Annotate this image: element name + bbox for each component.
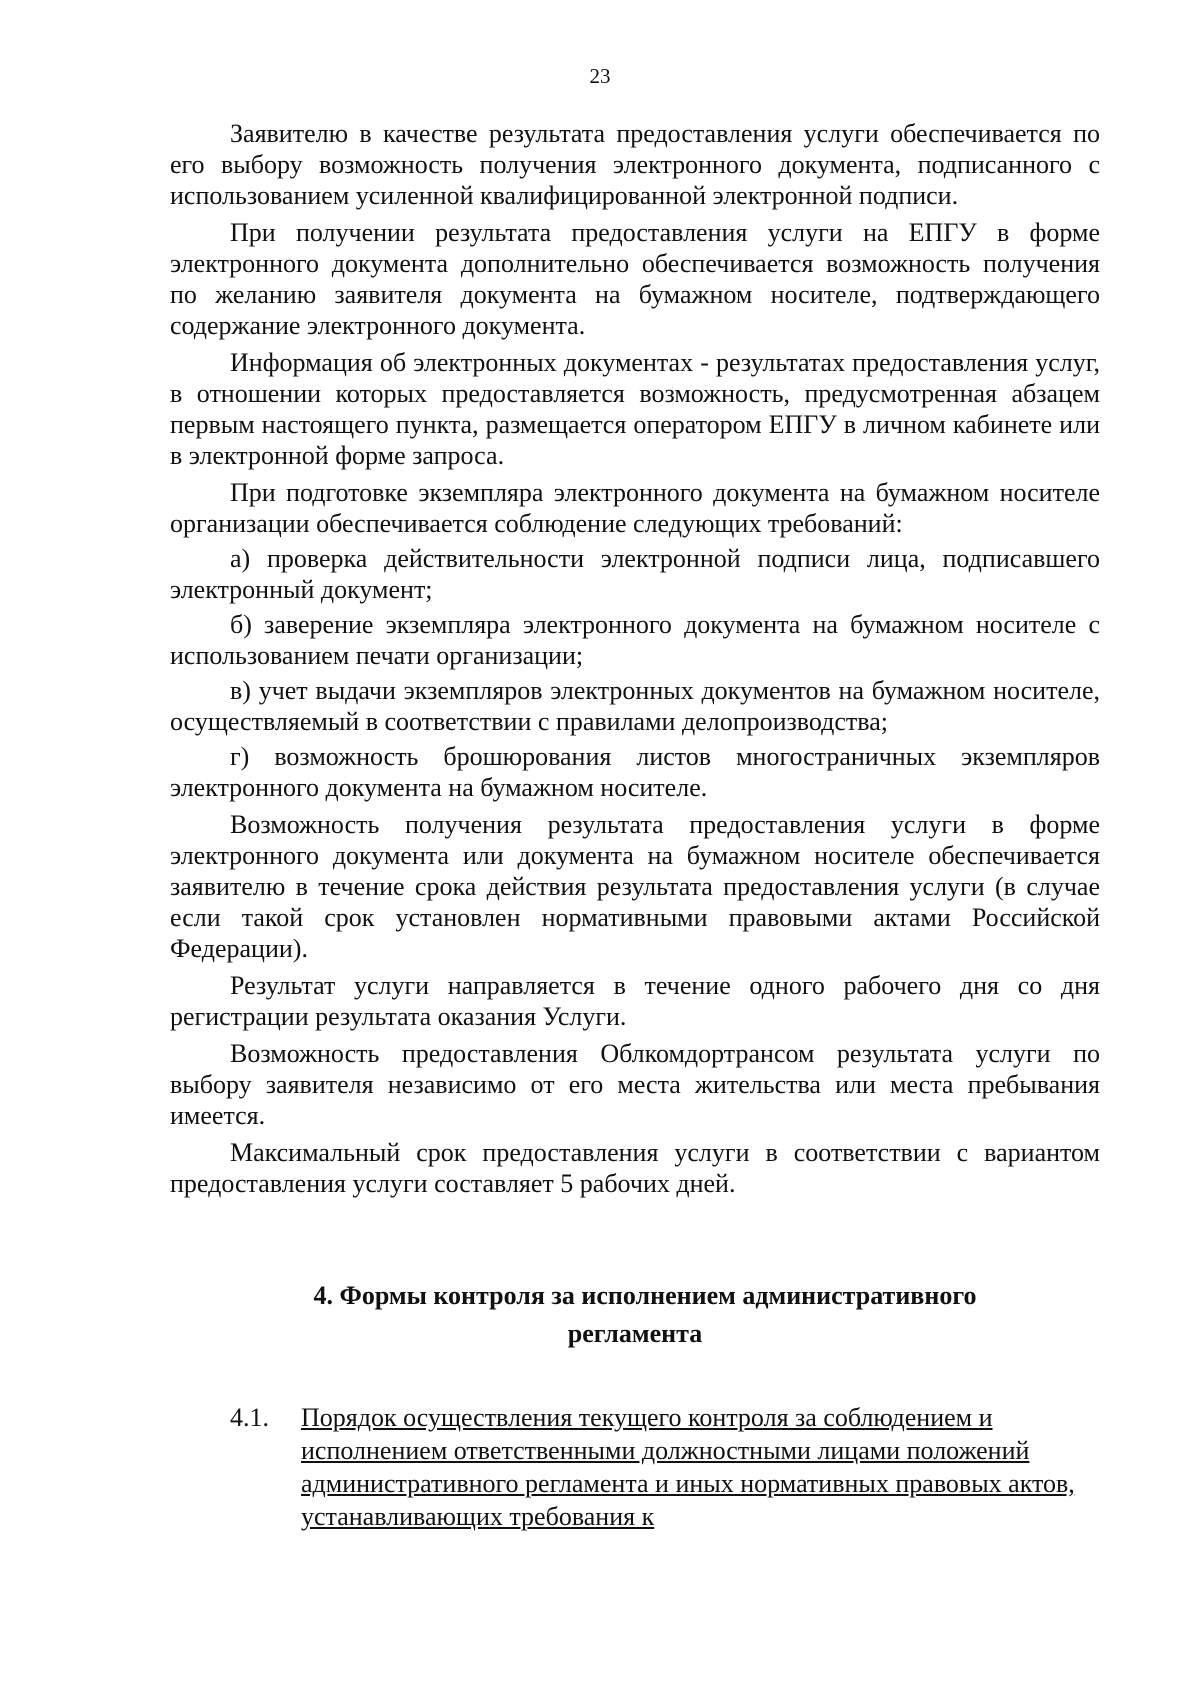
paragraph-information: Информация об электронных документах - результатах предоставления услуг, в отношении которых предоставляется возможность, предусмотренная абзацем первым настоящего пункта, размещается оператором ЕПГУ в личном кабинете или в электронной форме запроса.: [170, 348, 1100, 470]
paragraph-result-sent: Результат услуги направляется в течение одного рабочего дня со дня регистрации результата оказания Услуги.: [170, 971, 1100, 1031]
page-content: [170, 118, 1100, 1533]
paragraph-max-term: Максимальный срок предоставления услуги в соответствии с вариантом предоставления услуги составляет 5 рабочих дней.: [170, 1138, 1100, 1198]
paragraph-result-electronic: Заявителю в качестве результата предоставления услуги обеспечивается по его выбору возможность получения электронного документа, подписанного с использованием усиленной квалифицированной электронной подписи.: [170, 119, 1100, 210]
paragraph-requirements-intro: При подготовке экземпляра электронного документа на бумажном носителе организации обеспечивается соблюдение следующих требований:: [170, 478, 1100, 538]
subsection-4-1: [170, 1401, 1100, 1533]
paragraph-epgu-paper: При получении результата предоставления услуги на ЕПГУ в форме электронного документа дополнительно обеспечивается возможность получения по желанию заявителя документа на бумажном носителе, подтверждающего содержание электронного документа.: [170, 218, 1100, 340]
subsection-title: Порядок осуществления текущего контроля за соблюдением и исполнением ответственными должностными лицами положений административного регламента и иных нормативных правовых актов, устанавливающих требования к: [301, 1403, 1075, 1531]
list-item-v: в) учет выдачи экземпляров электронных документов на бумажном носителе, осуществляемый в соответствии с правилами делопроизводства;: [170, 676, 1100, 736]
paragraph-extraterritorial: Возможность предоставления Облкомдортрансом результата услуги по выбору заявителя независимо от его места жительства или места пребывания имеется.: [170, 1039, 1100, 1130]
list-item-b: б) заверение экземпляра электронного документа на бумажном носителе с использованием печати организации;: [170, 610, 1100, 670]
list-item-a: а) проверка действительности электронной подписи лица, подписавшего электронный документ;: [170, 544, 1100, 604]
section-heading-line2: регламента: [567, 1319, 703, 1348]
section-heading: [170, 1277, 1100, 1353]
paragraph-form-availability: Возможность получения результата предоставления услуги в форме электронного документа или документа на бумажном носителе обеспечивается заявителю в течение срока действия результата предоставления услуги (в случае если такой срок установлен нормативными правовыми актами Российской Федерации).: [170, 810, 1100, 963]
subsection-number: 4.1.: [230, 1403, 269, 1432]
list-item-g: г) возможность брошюрования листов многостраничных экземпляров электронного документа на бумажном носителе.: [170, 742, 1100, 802]
page-number: 23: [589, 64, 611, 88]
section-heading-line1: 4. Формы контроля за исполнением административного: [313, 1281, 977, 1310]
